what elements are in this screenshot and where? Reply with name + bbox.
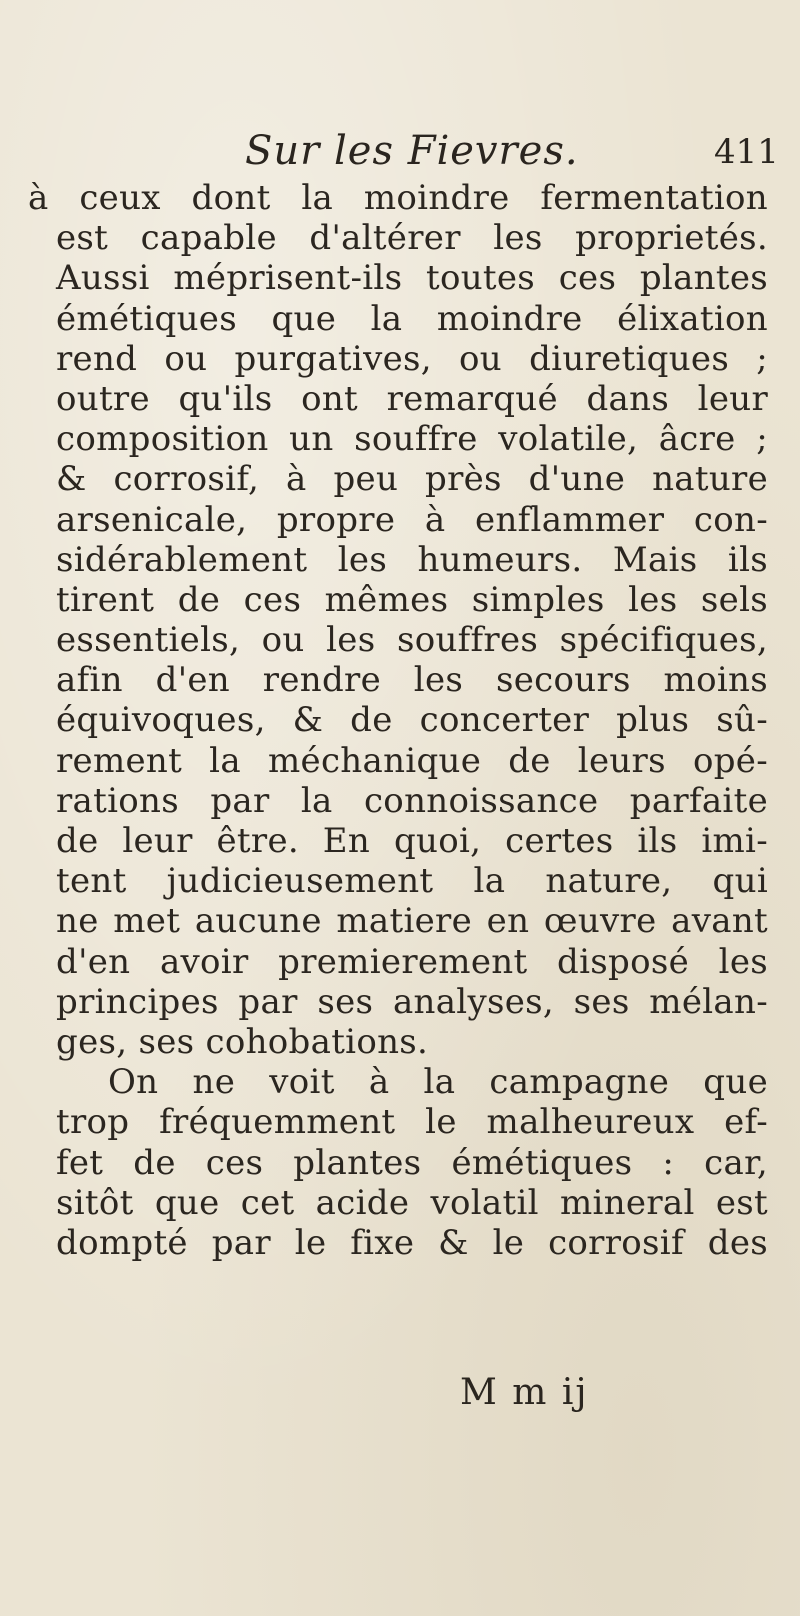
signature-mark: M m ij bbox=[460, 1372, 589, 1413]
body-text bbox=[28, 178, 768, 1263]
text-line: On ne voit à la campagne que bbox=[108, 1062, 768, 1103]
text-line: essentiels, ou les souffres spécifiques, bbox=[56, 620, 768, 661]
text-line: Aussi méprisent-ils toutes ces plantes bbox=[56, 258, 768, 299]
text-line: tent judicieusement la nature, qui bbox=[56, 861, 768, 902]
page-number: 411 bbox=[714, 132, 779, 172]
text-line: est capable d'altérer les proprietés. bbox=[56, 218, 768, 259]
text-line: trop fréquemment le malheureux ef- bbox=[56, 1102, 768, 1143]
text-line: dompté par le fixe & le corrosif des bbox=[56, 1222, 768, 1263]
text-line: rement la méchanique de leurs opé- bbox=[56, 740, 768, 781]
text-line: sidérablement les humeurs. Mais ils bbox=[56, 539, 768, 580]
text-line: de leur être. En quoi, certes ils imi- bbox=[56, 821, 768, 861]
text-line: outre qu'ils ont remarqué dans leur bbox=[56, 378, 768, 419]
text-line: principes par ses analyses, ses mélan- bbox=[56, 981, 768, 1022]
running-title: Sur les Fievres. bbox=[245, 128, 579, 174]
text-line: à ceux dont la moindre fermentation bbox=[28, 178, 768, 218]
text-line: afin d'en rendre les secours moins bbox=[56, 660, 768, 701]
text-line: & corrosif, à peu près d'une nature bbox=[56, 459, 768, 500]
text-line: arsenicale, propre à enflammer con- bbox=[56, 499, 768, 540]
text-line: ne met aucune matiere en œuvre avant bbox=[56, 901, 768, 942]
text-line: sitôt que cet acide volatil mineral est bbox=[56, 1182, 768, 1223]
text-line: fet de ces plantes émétiques : car, bbox=[56, 1142, 768, 1183]
text-line: équivoques, & de concerter plus sû- bbox=[56, 700, 768, 741]
text-line: rend ou purgatives, ou diuretiques ; bbox=[56, 338, 768, 379]
text-line: tirent de ces mêmes simples les sels bbox=[56, 579, 768, 620]
text-line: rations par la connoissance parfaite bbox=[56, 780, 768, 821]
text-line: émétiques que la moindre élixation bbox=[56, 298, 768, 339]
page-header bbox=[0, 128, 800, 178]
text-line: d'en avoir premierement disposé les bbox=[56, 941, 768, 982]
text-line: ges, ses cohobations. bbox=[56, 1021, 429, 1062]
text-line: composition un souffre volatile, âcre ; bbox=[56, 419, 768, 460]
